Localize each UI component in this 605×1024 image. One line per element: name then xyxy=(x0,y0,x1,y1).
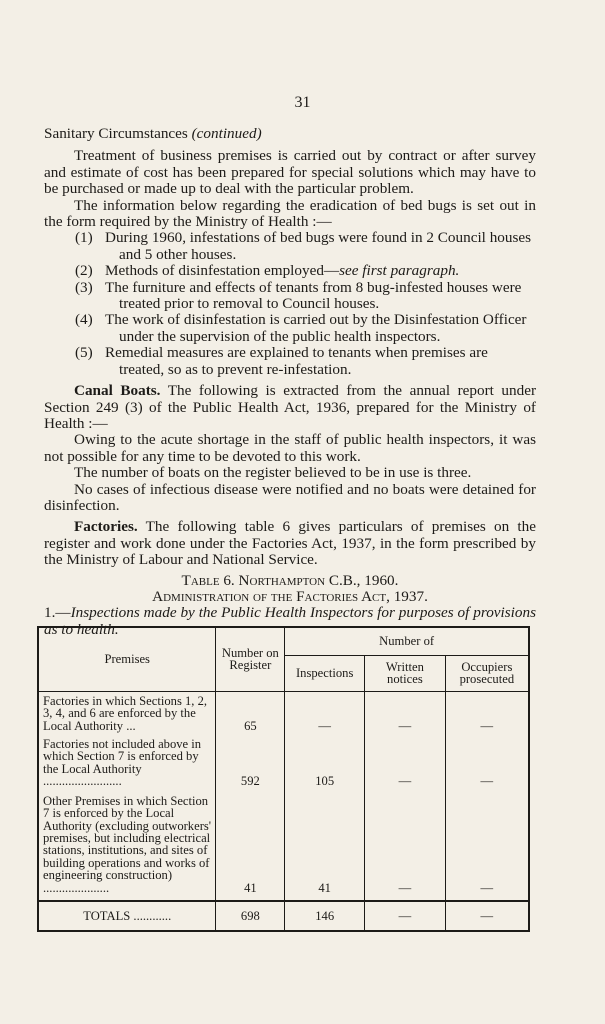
list-item xyxy=(44,312,536,345)
row-written: — xyxy=(365,734,446,789)
totals-register: 698 xyxy=(216,901,285,931)
paragraph-owing: Owing to the acute shortage in the staff of public health inspectors, it was not possible for any time to be devoted to this work. xyxy=(44,431,536,465)
item-text: Methods of disinfestation employed— xyxy=(105,262,340,280)
paragraph-treatment: Treatment of business premises is carried out by contract or after survey and estimate of cost has been prepared for special solutions which may have to be purchased or made up to deal with the particular problem. xyxy=(44,147,536,198)
totals-inspections: 146 xyxy=(285,901,365,931)
factories-table xyxy=(37,626,530,932)
paragraph-factories xyxy=(44,519,536,568)
header-number-of: Number of xyxy=(285,627,529,655)
row-label: Other Premises in which Section 7 is enforced by the Local Authority (excluding outworkers' premises, but including electrical stations, institutions, and sites of building operations and works of engineering construction) ..................... xyxy=(38,789,216,901)
row-occupiers: — xyxy=(445,789,529,901)
paragraph-canal-boats xyxy=(44,383,536,432)
paragraph-bed-bugs: The information below regarding the eradication of bed bugs is set out in the form required by the Ministry of Health :— xyxy=(44,196,536,231)
row-occupiers: — xyxy=(445,734,529,789)
table-subtitle: Administration of the Factories Act, 1937. xyxy=(152,587,428,605)
row-written: — xyxy=(365,691,446,734)
row-inspections: 41 xyxy=(285,789,365,901)
table-row xyxy=(38,789,529,901)
totals-label: TOTALS ............ xyxy=(38,901,216,931)
item-number: (3) xyxy=(75,278,93,296)
row-label: Factories in which Sections 1, 2, 3, 4, and 6 are enforced by the Local Authority ... xyxy=(38,691,216,734)
item-text: During 1960, infestations of bed bugs were found in 2 Council houses and 5 other houses. xyxy=(105,229,532,263)
row-written: — xyxy=(365,789,446,901)
item-number: (4) xyxy=(75,311,93,329)
row-occupiers: — xyxy=(445,691,529,734)
factories-text: The following table 6 gives particulars of premises on the register and work done under the Factories Act, 1937, in the form prescribed by the Ministry of Labour and National Service. xyxy=(44,518,536,569)
item-text: Remedial measures are explained to tenants when premises are treated, so as to prevent re-infestation. xyxy=(105,344,488,378)
item-text: The work of disinfestation is carried out by the Disinfestation Officer under the supervision of the public health inspectors. xyxy=(105,311,527,345)
factories-table-wrapper xyxy=(37,626,530,932)
heading-text: Sanitary Circumstances xyxy=(44,125,192,142)
factories-title: Factories. xyxy=(74,518,138,536)
list-item xyxy=(44,230,536,263)
canal-text: The following is extracted from the annual report under Section 249 (3) of the Public Health Act, 1936, prepared for the Ministry of Health :— xyxy=(44,382,537,432)
list-item xyxy=(44,280,536,313)
row-inspections: — xyxy=(285,691,365,734)
table-row xyxy=(38,691,529,734)
paragraph-no-cases: No cases of infectious disease were notified and no boats were detained for disinfection. xyxy=(44,480,536,514)
item-number: (1) xyxy=(75,229,93,247)
caption-text: Inspections made by the Public Health Inspectors for purposes of provisions as to health. xyxy=(44,604,536,638)
row-inspections: 105 xyxy=(285,734,365,789)
header-written-notices: Written notices xyxy=(365,655,446,691)
row-register: 65 xyxy=(216,691,285,734)
paragraph-boats-number: The number of boats on the register believed to be in use is three. xyxy=(74,464,472,482)
totals-occupiers: — xyxy=(445,901,529,931)
header-premises: Premises xyxy=(38,627,216,691)
row-label: Factories not included above in which Section 7 is enforced by the Local Authority ......................... xyxy=(38,734,216,789)
item-text: The furniture and effects of tenants from 8 bug-infested houses were treated prior to removal to Council houses. xyxy=(105,278,522,313)
totals-written: — xyxy=(365,901,446,931)
item-number: (5) xyxy=(75,344,93,362)
list-item xyxy=(44,345,536,378)
item-italic: see first paragraph. xyxy=(339,262,460,280)
header-occupiers-prosecuted: Occupiers prosecuted xyxy=(445,655,529,691)
row-register: 41 xyxy=(216,789,285,901)
caption-prefix: 1.— xyxy=(44,604,71,622)
header-inspections: Inspections xyxy=(285,655,365,691)
table-row xyxy=(38,734,529,789)
heading-italic: (continued) xyxy=(191,125,262,142)
list-item xyxy=(44,263,536,279)
canal-title: Canal Boats. xyxy=(74,382,161,400)
row-register: 592 xyxy=(216,734,285,789)
item-number: (2) xyxy=(75,262,93,280)
section-heading xyxy=(44,126,536,142)
totals-row xyxy=(38,901,529,931)
header-register: Number on Register xyxy=(216,627,285,691)
page-number: 31 xyxy=(294,94,311,111)
body-text xyxy=(44,126,536,638)
table-title: Table 6. Northampton C.B., 1960. xyxy=(181,571,399,589)
